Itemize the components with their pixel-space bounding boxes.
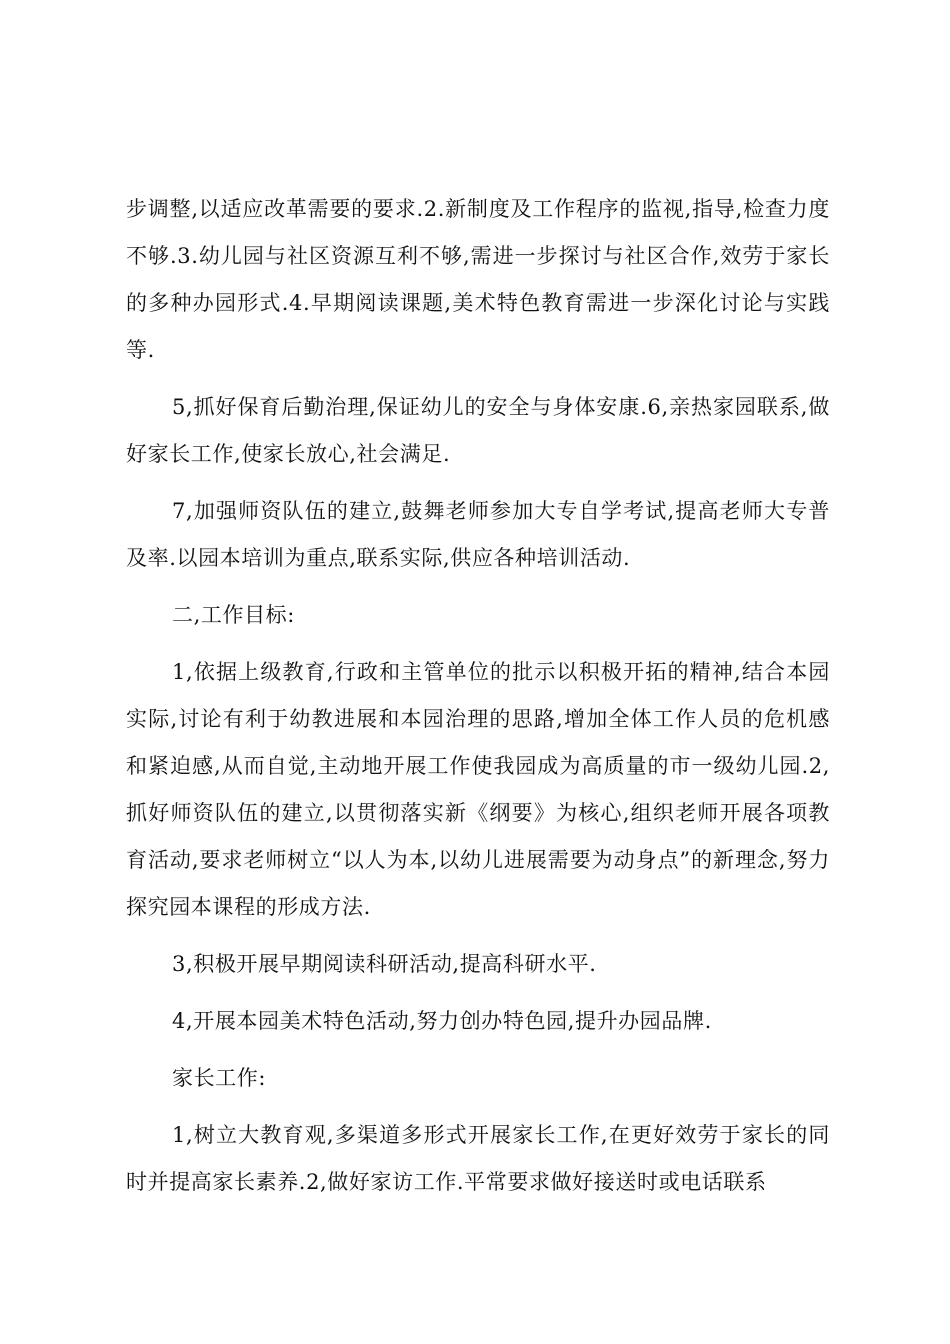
paragraph-6: 3,积极开展早期阅读科研活动,提高科研水平. <box>172 952 597 976</box>
document-body <box>126 186 830 1216</box>
paragraph-2: 5,抓好保育后勤治理,保证幼儿的安全与身体安康.6,亲热家园联系,做好家长工作,使家长放心,社会满足. <box>126 395 830 466</box>
paragraph-9: 1,树立大教育观,多渠道多形式开展家长工作,在更好效劳于家长的同时并提高家长素养.2,做好家访工作.平常要求做好接送时或电话联系 <box>126 1123 830 1194</box>
paragraph-1: 步调整,以适应改革需要的要求.2.新制度及工作程序的监视,指导,检查力度不够.3.幼儿园与社区资源互利不够,需进一步探讨与社区合作,效劳于家长的多种办园形式.4.早期阅读课题,美术特色教育需进一步深化讨论与实践等. <box>126 197 830 362</box>
paragraph-7: 4,开展本园美术特色活动,努力创办特色园,提升办园品牌. <box>172 1009 712 1033</box>
section-heading-goals: 二,工作目标: <box>172 603 295 627</box>
paragraph-3: 7,加强师资队伍的建立,鼓舞老师参加大专自学考试,提高老师大专普及率.以园本培训为重点,联系实际,供应各种培训活动. <box>126 499 830 570</box>
section-heading-parent-work: 家长工作: <box>172 1066 267 1090</box>
paragraph-5: 1,依据上级教育,行政和主管单位的批示以积极开拓的精神,结合本园实际,讨论有利于幼教进展和本园治理的思路,增加全体工作人员的危机感和紧迫感,从而自觉,主动地开展工作使我园成为高质量的市一级幼儿园.2,抓好师资队伍的建立,以贯彻落实新《纲要》为核心,组织老师开展各项教育活动,要求老师树立“以人为本,以幼儿进展需要为动身点”的新理念,努力探究园本课程的形成方法. <box>126 660 830 919</box>
